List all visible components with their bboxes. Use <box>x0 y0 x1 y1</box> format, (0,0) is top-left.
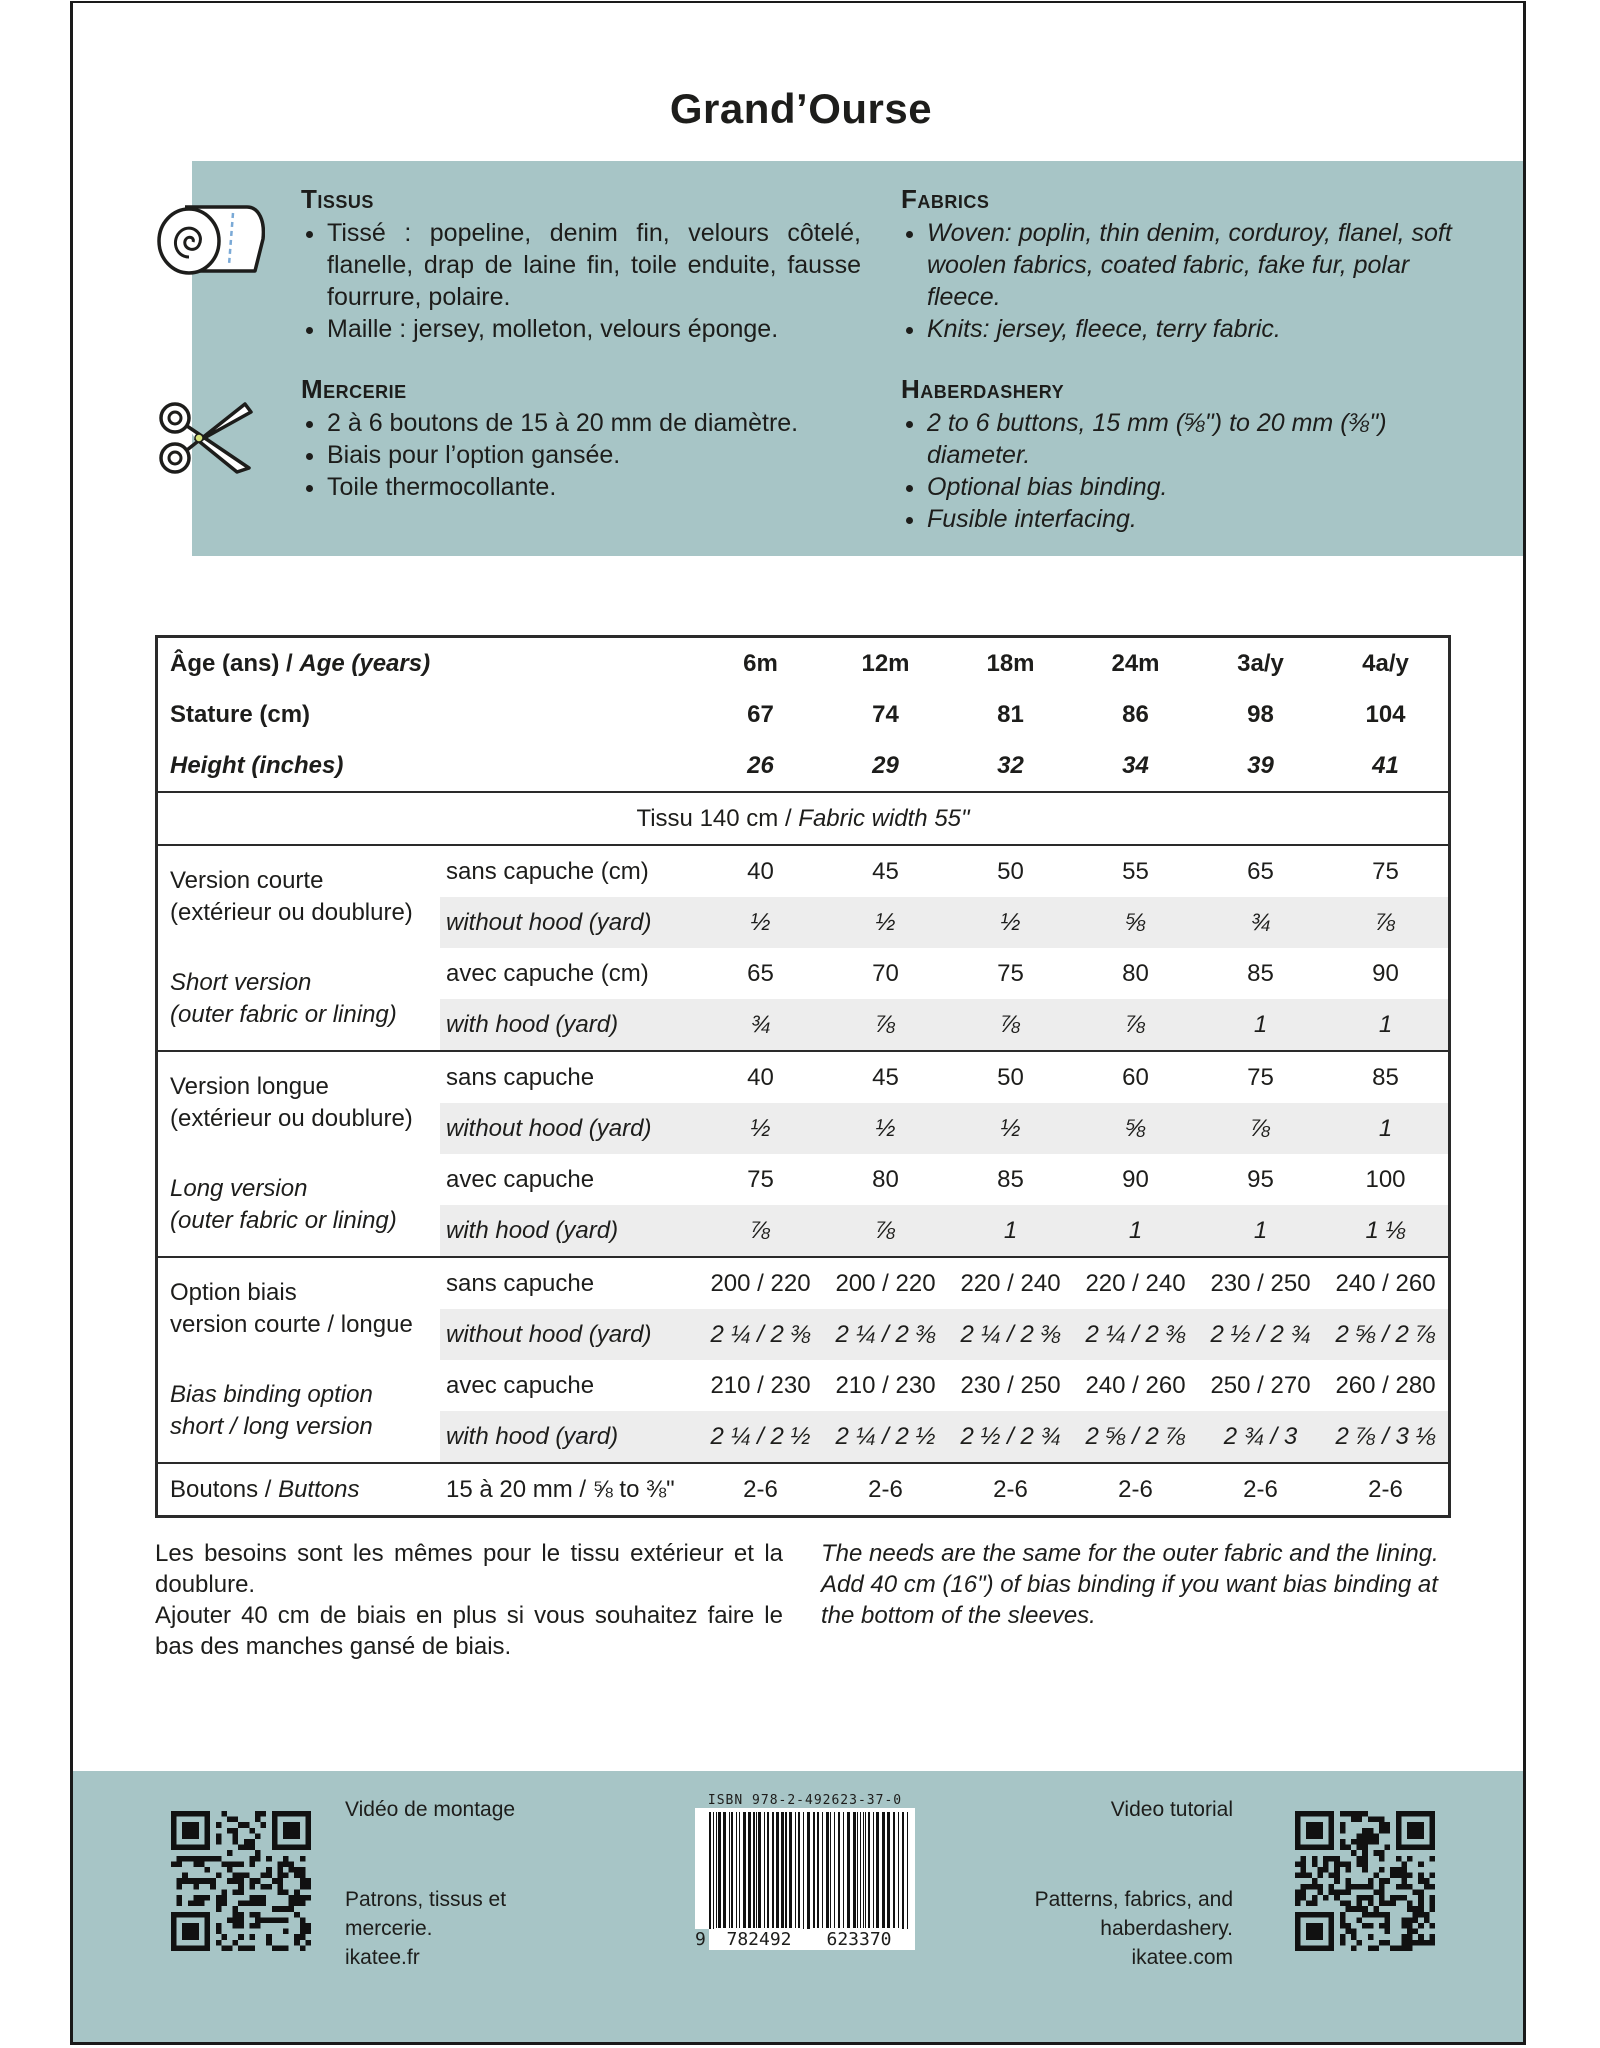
table-cell: 55 <box>1073 845 1198 897</box>
age-label-en: Age (years) <box>299 649 431 677</box>
table-cell: 80 <box>872 1165 899 1193</box>
group-label-en <box>157 948 441 1051</box>
table-cell: 75 <box>997 959 1024 987</box>
fabric-width-label <box>157 792 1450 845</box>
row-label: avec capuche <box>446 1165 595 1193</box>
table-cell: 2-6 <box>1073 1463 1198 1517</box>
fabrics-en-section <box>901 183 1461 345</box>
buttons-size: 15 à 20 mm / ⅝ to ⅜" <box>440 1463 698 1517</box>
group-label-en <box>157 1360 441 1463</box>
fabrics-fr-section <box>301 183 861 345</box>
group-label-line: version courte / longue <box>170 1311 413 1338</box>
table-row <box>157 1154 1450 1205</box>
fabric-roll-icon <box>155 199 265 281</box>
fabrics-fr-heading: Tissus <box>301 184 374 214</box>
table-cell: 98 <box>1247 700 1274 728</box>
table-cell: 1 <box>1198 1205 1323 1257</box>
table-cell: 104 <box>1365 700 1406 728</box>
table-row <box>157 1257 1450 1309</box>
row-label: without hood (yard) <box>440 1103 698 1154</box>
group-label-line: Short version <box>170 969 312 996</box>
table-cell: 34 <box>1122 751 1149 779</box>
isbn-text: ISBN 978-2-492623-37-0 <box>707 1793 903 1808</box>
table-cell: 85 <box>1323 1051 1450 1103</box>
note-paragraph: Les besoins sont les mêmes pour le tissu extérieur et la doublure. <box>155 1540 783 1598</box>
haberdashery-en-heading: Haberdashery <box>901 374 1065 404</box>
table-cell: 70 <box>872 959 899 987</box>
table-cell: 100 <box>1365 1165 1406 1193</box>
table-cell: 67 <box>747 700 774 728</box>
table-cell: 90 <box>1372 959 1399 987</box>
table-cell: ⅞ <box>823 1205 948 1257</box>
table-cell: 50 <box>948 1051 1073 1103</box>
group-label-line: (extérieur ou doublure) <box>170 1105 413 1132</box>
table-cell: 60 <box>1073 1051 1198 1103</box>
fabrics-en-heading: Fabrics <box>901 184 990 214</box>
size-chart-table <box>155 635 1451 1518</box>
table-cell: 85 <box>997 1165 1024 1193</box>
table-cell: 2 ⅝ / 2 ⅞ <box>1073 1411 1198 1463</box>
buttons-label-fr: Boutons / <box>170 1475 279 1503</box>
table-cell: 210 / 230 <box>710 1371 811 1399</box>
table-cell: 240 / 260 <box>1085 1371 1186 1399</box>
row-label: sans capuche <box>440 1257 698 1309</box>
table-cell: ½ <box>698 897 823 948</box>
table-cell: ¾ <box>1198 897 1323 948</box>
table-cell: 250 / 270 <box>1210 1371 1311 1399</box>
table-cell: 86 <box>1122 700 1149 728</box>
table-cell: 2 ½ / 2 ¾ <box>1198 1309 1323 1360</box>
table-cell: 41 <box>1372 751 1399 779</box>
table-cell: 26 <box>747 751 774 779</box>
site-fr: ikatee.fr <box>345 1946 420 1969</box>
table-cell: 2 ½ / 2 ¾ <box>948 1411 1073 1463</box>
table-cell: 3a/y <box>1237 649 1284 677</box>
group-label-line: Long version <box>170 1175 308 1202</box>
table-cell: ⅞ <box>1073 999 1198 1051</box>
scissors-icon <box>155 398 255 478</box>
table-cell: 90 <box>1122 1165 1149 1193</box>
fabric-width-fr: Tissu 140 cm / <box>636 804 799 832</box>
table-row <box>157 637 1450 690</box>
table-cell: 2 ¼ / 2 ⅜ <box>1073 1309 1198 1360</box>
table-row <box>157 1051 1450 1103</box>
list-item: • Biais pour l’option gansée. <box>327 439 861 471</box>
table-cell: 2 ¼ / 2 ½ <box>823 1411 948 1463</box>
barcode-digit: 782492 <box>726 1929 792 1950</box>
table-cell: 1 <box>1323 1103 1450 1154</box>
stature-label: Stature (cm) <box>170 700 311 728</box>
table-cell: ½ <box>698 1103 823 1154</box>
table-cell: ⅞ <box>698 1205 823 1257</box>
row-label: sans capuche (cm) <box>440 845 698 897</box>
table-cell: 2 ¼ / 2 ⅜ <box>698 1309 823 1360</box>
table-cell: 2 ⅞ / 3 ⅛ <box>1323 1411 1450 1463</box>
barcode-block <box>695 1793 915 1950</box>
table-cell: 230 / 250 <box>960 1371 1061 1399</box>
list-item: • Tissé : popeline, denim fin, velours côtelé, flanelle, drap de laine fin, toile enduite, fausse fourrure, polaire. <box>327 217 861 313</box>
table-cell: 2-6 <box>698 1463 823 1517</box>
list-item: • Fusible interfacing. <box>927 503 1461 535</box>
table-cell: 75 <box>1323 845 1450 897</box>
table-row <box>157 792 1450 845</box>
list-item: • 2 to 6 buttons, 15 mm (⅝") to 20 mm (⅜") diameter. <box>927 407 1461 471</box>
table-cell: ½ <box>823 897 948 948</box>
list-item: • Maille : jersey, molleton, velours éponge. <box>327 313 861 345</box>
haberdashery-fr-section <box>301 373 861 503</box>
table-cell: 200 / 220 <box>698 1257 823 1309</box>
row-label: avec capuche <box>446 1371 595 1399</box>
table-cell: 2 ⅝ / 2 ⅞ <box>1323 1309 1450 1360</box>
age-label-fr: Âge (ans) / <box>170 649 300 677</box>
table-cell: ⅞ <box>948 999 1073 1051</box>
table-cell: 230 / 250 <box>1198 1257 1323 1309</box>
table-cell: 2-6 <box>1198 1463 1323 1517</box>
table-cell: 45 <box>823 1051 948 1103</box>
pattern-back-cover <box>70 1 1526 2045</box>
table-cell: 2 ¾ / 3 <box>1198 1411 1323 1463</box>
page-title: Grand’Ourse <box>669 85 933 132</box>
table-row <box>157 1463 1450 1517</box>
group-label-fr <box>157 1051 441 1154</box>
table-cell: 220 / 240 <box>1073 1257 1198 1309</box>
video-tutorial-fr: Vidéo de montage <box>345 1798 516 1821</box>
shop-fr <box>345 1885 506 1972</box>
buttons-label <box>157 1463 441 1517</box>
haberdashery-fr-heading: Mercerie <box>301 374 407 404</box>
row-label: without hood (yard) <box>440 1309 698 1360</box>
table-cell: 12m <box>861 649 910 677</box>
barcode-digit: 9 <box>695 1929 709 1950</box>
table-cell: 2 ¼ / 2 ½ <box>698 1411 823 1463</box>
notes-en: The needs are the same for the outer fabric and the lining. Add 40 cm (16") of bias binding if you want bias binding at the bottom of the sleeves. <box>821 1540 1439 1629</box>
fabric-width-en: Fabric width 55" <box>798 804 970 832</box>
group-label-line: Version longue <box>170 1073 329 1100</box>
row-label: with hood (yard) <box>440 1205 698 1257</box>
list-item: • 2 à 6 boutons de 15 à 20 mm de diamètre. <box>327 407 861 439</box>
barcode-icon <box>695 1808 915 1938</box>
note-paragraph: Ajouter 40 cm de biais en plus si vous souhaitez faire le bas des manches gansé de biais. <box>155 1602 783 1660</box>
table-cell: 260 / 280 <box>1335 1371 1436 1399</box>
list-item: • Optional bias binding. <box>927 471 1461 503</box>
table-cell: 2 ¼ / 2 ⅜ <box>948 1309 1073 1360</box>
table-cell: 95 <box>1247 1165 1274 1193</box>
table-cell: ⅝ <box>1073 1103 1198 1154</box>
table-row <box>157 689 1450 740</box>
table-cell: ⅞ <box>1198 1103 1323 1154</box>
footer <box>73 1771 1526 2045</box>
haberdashery-en-section <box>901 373 1461 535</box>
table-cell: 39 <box>1247 751 1274 779</box>
table-cell: 220 / 240 <box>948 1257 1073 1309</box>
group-label-fr <box>157 1257 441 1360</box>
group-label-line: Version courte <box>170 867 324 894</box>
height-label: Height (inches) <box>170 751 344 779</box>
row-label: without hood (yard) <box>440 897 698 948</box>
table-cell: 24m <box>1111 649 1160 677</box>
group-label-line: short / long version <box>170 1413 373 1440</box>
row-label: sans capuche <box>440 1051 698 1103</box>
row-label: avec capuche (cm) <box>446 959 649 987</box>
barcode-digits <box>695 1929 915 1950</box>
table-cell: 75 <box>1198 1051 1323 1103</box>
table-cell: 75 <box>747 1165 774 1193</box>
table-cell: 2-6 <box>948 1463 1073 1517</box>
table-cell: 1 ⅛ <box>1323 1205 1450 1257</box>
table-cell: ⅝ <box>1073 897 1198 948</box>
table-cell: 1 <box>1323 999 1450 1051</box>
table-cell: 200 / 220 <box>823 1257 948 1309</box>
group-label-line: Bias binding option <box>170 1381 373 1408</box>
row-label: with hood (yard) <box>440 1411 698 1463</box>
list-item: • Woven: poplin, thin denim, corduroy, flanel, soft woolen fabrics, coated fabric, fake fur, polar fleece. <box>927 217 1461 313</box>
table-cell: 74 <box>872 700 899 728</box>
row-label: with hood (yard) <box>440 999 698 1051</box>
table-cell: 2 ¼ / 2 ⅜ <box>823 1309 948 1360</box>
notes-fr <box>155 1538 783 1662</box>
table-cell: 85 <box>1247 959 1274 987</box>
table-cell: 32 <box>997 751 1024 779</box>
table-cell: 40 <box>698 1051 823 1103</box>
table-cell: 65 <box>747 959 774 987</box>
table-cell: ¾ <box>698 999 823 1051</box>
qr-code-en-icon <box>1295 1811 1435 1951</box>
table-cell: 2-6 <box>1323 1463 1450 1517</box>
table-cell: ½ <box>948 1103 1073 1154</box>
group-label-en <box>157 1154 441 1257</box>
shop-fr-line: Patrons, tissus et <box>345 1888 507 1911</box>
shop-fr-line: mercerie. <box>345 1917 433 1940</box>
table-cell: 4a/y <box>1362 649 1409 677</box>
list-item: • Toile thermocollante. <box>327 471 861 503</box>
table-row <box>157 1360 1450 1411</box>
table-cell: 2-6 <box>823 1463 948 1517</box>
table-cell: 45 <box>823 845 948 897</box>
table-cell: 210 / 230 <box>835 1371 936 1399</box>
barcode-digit: 623370 <box>826 1929 892 1950</box>
group-label-line: (extérieur ou doublure) <box>170 899 413 926</box>
table-cell: 29 <box>872 751 899 779</box>
group-label-line: (outer fabric or lining) <box>170 1207 397 1234</box>
qr-code-fr-icon <box>171 1811 311 1951</box>
site-en: ikatee.com <box>1131 1946 1233 1969</box>
list-item: • Knits: jersey, fleece, terry fabric. <box>927 313 1461 345</box>
shop-en-line: haberdashery. <box>1100 1917 1233 1940</box>
table-row <box>157 845 1450 897</box>
shop-en-line: Patterns, fabrics, and <box>1034 1888 1233 1911</box>
table-cell: 1 <box>948 1205 1073 1257</box>
table-cell: ⅞ <box>823 999 948 1051</box>
table-cell: 6m <box>743 649 778 677</box>
table-cell: 40 <box>698 845 823 897</box>
table-cell: 65 <box>1198 845 1323 897</box>
table-cell: 1 <box>1198 999 1323 1051</box>
age-label <box>157 637 699 690</box>
group-label-line: (outer fabric or lining) <box>170 1001 397 1028</box>
group-label-fr <box>157 845 441 948</box>
table-cell: 240 / 260 <box>1323 1257 1450 1309</box>
table-cell: ½ <box>948 897 1073 948</box>
table-cell: 80 <box>1122 959 1149 987</box>
table-cell: ½ <box>823 1103 948 1154</box>
video-tutorial-en: Video tutorial <box>1110 1798 1233 1821</box>
table-cell: 18m <box>986 649 1035 677</box>
buttons-label-en: Buttons <box>278 1475 360 1503</box>
table-row <box>157 740 1450 792</box>
table-cell: ⅞ <box>1323 897 1450 948</box>
table-cell: 50 <box>948 845 1073 897</box>
table-cell: 1 <box>1073 1205 1198 1257</box>
table-row <box>157 948 1450 999</box>
group-label-line: Option biais <box>170 1279 297 1306</box>
table-cell: 81 <box>997 700 1024 728</box>
